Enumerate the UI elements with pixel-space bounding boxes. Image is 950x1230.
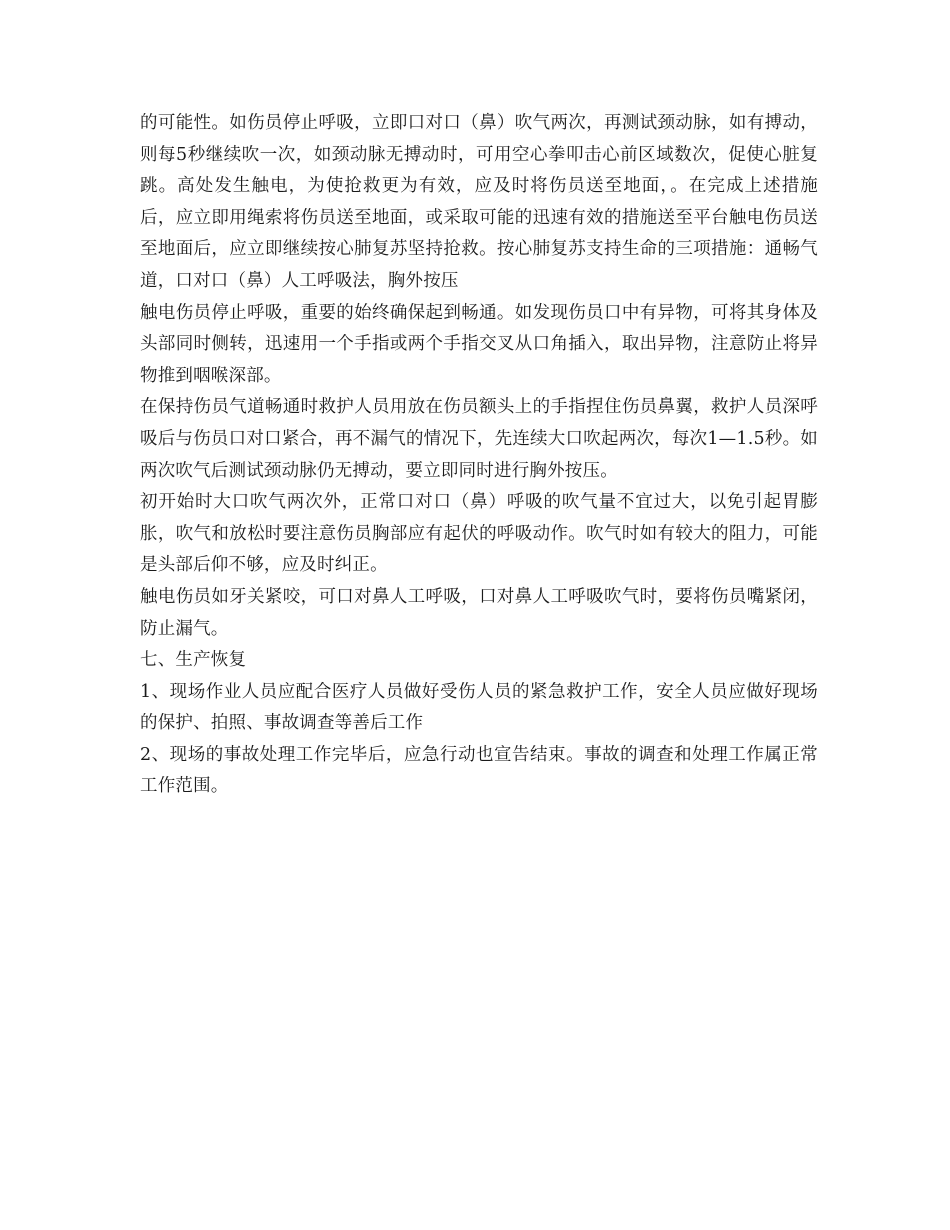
paragraph-mouth-to-mouth: 在保持伤员气道畅通时救护人员用放在伤员额头上的手指捏住伤员鼻翼，救护人员深呼吸后与伤员口对口紧合，再不漏气的情况下，先连续大口吹起两次，每次1—1.5秒。如两次吹气后测试颈动脉仍无搏动，要立即同时进行胸外按压。 xyxy=(140,397,818,481)
paragraph-mouth-to-nose: 触电伤员如牙关紧咬，可口对鼻人工呼吸，口对鼻人工呼吸吹气时，要将伤员嘴紧闭，防止漏气。 xyxy=(140,586,818,639)
paragraph-breath-volume: 初开始时大口吹气两次外，正常口对口（鼻）呼吸的吹气量不宜过大，以免引起胃膨胀，吹气和放松时要注意伤员胸部应有起伏的呼吸动作。吹气时如有较大的阻力，可能是头部后仰不够，应及时纠正。 xyxy=(140,492,818,576)
section-heading-production-recovery: 七、生产恢复 xyxy=(140,650,247,671)
paragraph-airway: 触电伤员停止呼吸，重要的始终确保起到畅通。如发现伤员口中有异物，可将其身体及头部同时侧转，迅速用一个手指或两个手指交叉从口角插入，取出异物，注意防止将异物推到咽喉深部。 xyxy=(140,302,818,386)
section-item-2: 2、现场的事故处理工作完毕后，应急行动也宣告结束。事故的调查和处理工作属正常工作范围。 xyxy=(140,744,818,797)
paragraph-cpr-steps: 的可能性。如伤员停止呼吸，立即口对口（鼻）吹气两次，再测试颈动脉，如有搏动，则每5秒继续吹一次，如颈动脉无搏动时，可用空心拳叩击心前区域数次，促使心脏复跳。高处发生触电，为使抢救更为有效，应及时将伤员送至地面，。在完成上述措施后，应立即用绳索将伤员送至地面，或采取可能的迅速有效的措施送至平台触电伤员送至地面后，应立即继续按心肺复苏坚持抢救。按心肺复苏支持生命的三项措施：通畅气道，口对口（鼻）人工呼吸法，胸外按压 xyxy=(140,113,818,291)
section-item-1: 1、现场作业人员应配合医疗人员做好受伤人员的紧急救护工作，安全人员应做好现场的保护、拍照、事故调查等善后工作 xyxy=(140,681,818,734)
document-page xyxy=(140,108,818,803)
